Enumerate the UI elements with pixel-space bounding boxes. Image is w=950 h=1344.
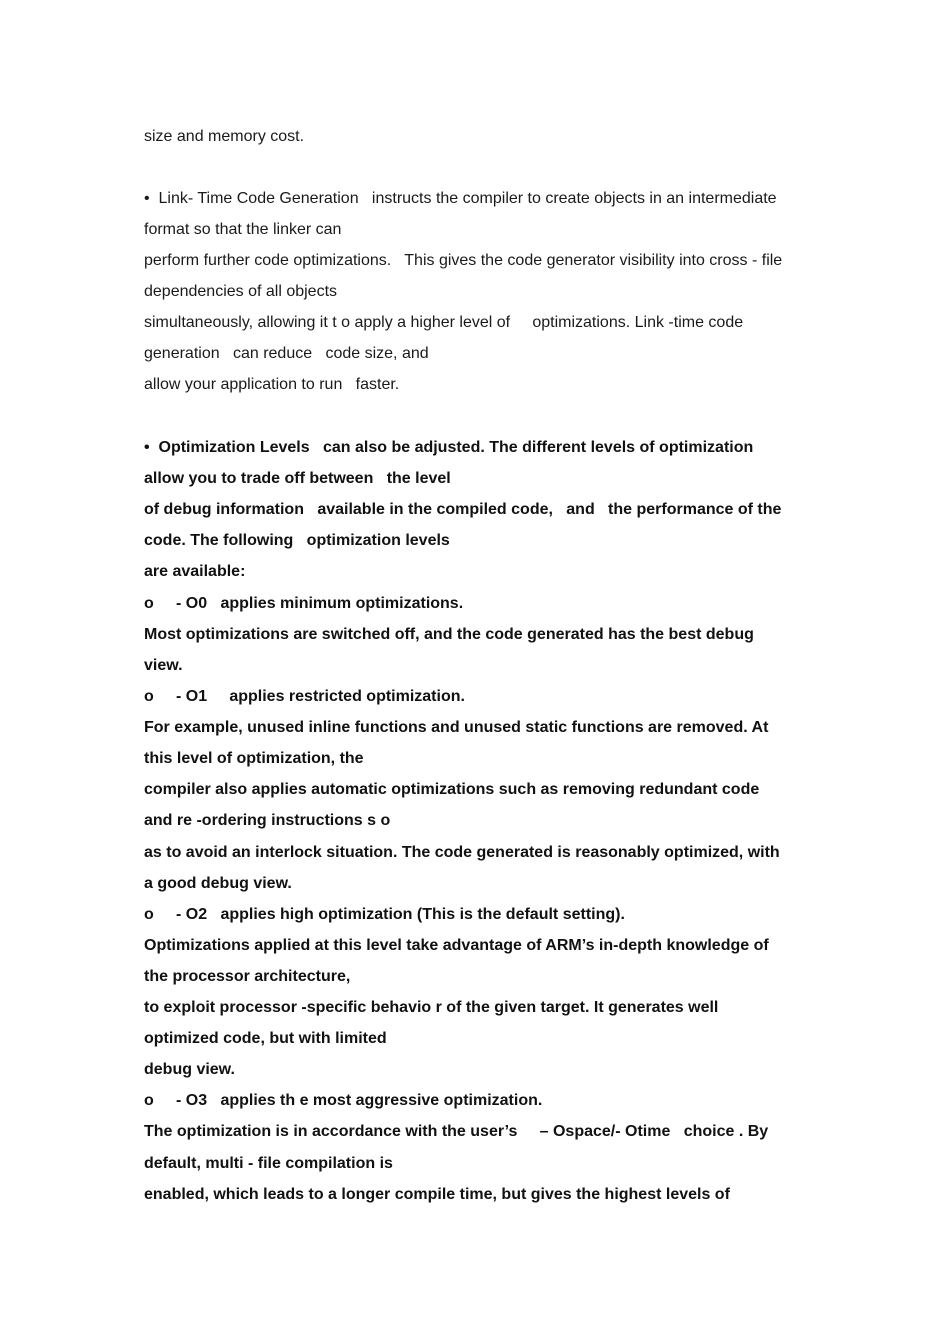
text-line: • Link- Time Code Generation instructs the compiler to create objects in an intermediate <box>144 190 777 207</box>
text-line: optimized code, but with limited <box>144 1030 387 1047</box>
text-line: allow your application to run faster. <box>144 376 400 393</box>
text-line: • Optimization Levels can also be adjusted. The different levels of optimization <box>144 439 754 456</box>
text-line: allow you to trade off between the level <box>144 470 451 487</box>
text-line: and re -ordering instructions s o <box>144 812 391 829</box>
o2-item: o - O2 applies high optimization (This is the default setting). <box>144 906 625 923</box>
text-line: view. <box>144 657 183 674</box>
text-line: For example, unused inline functions and unused static functions are removed. At <box>144 719 769 736</box>
text-line: Optimizations applied at this level take advantage of ARM’s in-depth knowledge of <box>144 937 769 954</box>
text-line: debug view. <box>144 1061 235 1078</box>
text-line: this level of optimization, the <box>144 750 364 767</box>
text-line: are available: <box>144 563 246 580</box>
text-line: default, multi - file compilation is <box>144 1155 393 1172</box>
o0-item: o - O0 applies minimum optimizations. <box>144 595 464 612</box>
intro-line: size and memory cost. <box>144 128 305 145</box>
text-line: as to avoid an interlock situation. The code generated is reasonably optimized, with <box>144 844 780 861</box>
text-line: The optimization is in accordance with the user’s – Ospace/- Otime choice . By <box>144 1123 769 1140</box>
text-line: dependencies of all objects <box>144 283 338 300</box>
text-line: a good debug view. <box>144 875 292 892</box>
o3-item: o - O3 applies th e most aggressive optimization. <box>144 1092 543 1109</box>
text-line: perform further code optimizations. This gives the code generator visibility into cross - file <box>144 252 783 269</box>
text-line: format so that the linker can <box>144 221 342 238</box>
text-line: to exploit processor -specific behavio r of the given target. It generates well <box>144 999 719 1016</box>
text-line: simultaneously, allowing it t o apply a higher level of optimizations. Link -time code <box>144 314 744 331</box>
text-line: Most optimizations are switched off, and the code generated has the best debug <box>144 626 754 643</box>
text-line: generation can reduce code size, and <box>144 345 429 362</box>
text-line: compiler also applies automatic optimizations such as removing redundant code <box>144 781 760 798</box>
text-line: code. The following optimization levels <box>144 532 450 549</box>
text-line: enabled, which leads to a longer compile time, but gives the highest levels of <box>144 1186 730 1203</box>
text-line: the processor architecture, <box>144 968 351 985</box>
o1-item: o - O1 applies restricted optimization. <box>144 688 465 705</box>
text-line: of debug information available in the compiled code, and the performance of the <box>144 501 782 518</box>
